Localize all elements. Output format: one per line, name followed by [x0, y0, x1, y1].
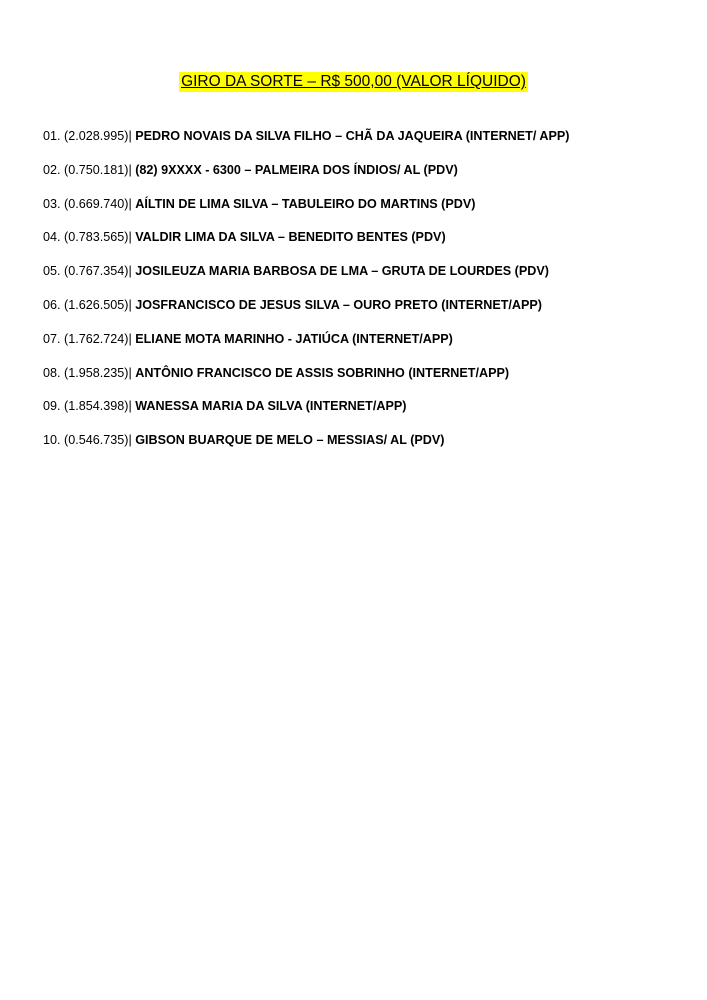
code-open-paren: (	[60, 230, 69, 245]
code-open-paren: (	[60, 264, 69, 279]
winner-number: 03.	[43, 196, 61, 211]
code-close-paren: )|	[124, 196, 136, 211]
document-title: GIRO DA SORTE – R$ 500,00 (VALOR LÍQUIDO)	[181, 73, 526, 90]
code-close-paren: )|	[124, 297, 136, 312]
winners-list	[43, 128, 693, 466]
winner-details: JOSILEUZA MARIA BARBOSA DE LMA – GRUTA DE LOURDES (PDV)	[135, 264, 549, 279]
winner-item	[43, 365, 693, 399]
winner-item	[43, 128, 693, 162]
winner-details: PEDRO NOVAIS DA SILVA FILHO – CHÃ DA JAQUEIRA (INTERNET/ APP)	[135, 129, 570, 143]
winner-details: ELIANE MOTA MARINHO - JATIÚCA (INTERNET/APP)	[135, 331, 453, 346]
code-close-paren: )|	[124, 264, 136, 279]
winner-number: 01.	[43, 129, 61, 143]
winner-item	[43, 297, 693, 331]
winner-details: (82) 9XXXX - 6300 – PALMEIRA DOS ÍNDIOS/ AL (PDV)	[135, 162, 458, 177]
code-close-paren: )|	[124, 365, 136, 380]
winner-item	[43, 196, 693, 230]
winner-number: 09.	[43, 399, 61, 414]
ticket-code: 1.626.505	[68, 297, 125, 312]
code-open-paren: (	[60, 433, 69, 448]
winner-details: GIBSON BUARQUE DE MELO – MESSIAS/ AL (PDV)	[135, 433, 445, 448]
winner-details: JOSFRANCISCO DE JESUS SILVA – OURO PRETO (INTERNET/APP)	[135, 297, 543, 312]
winner-item	[43, 331, 693, 365]
code-close-paren: )|	[124, 433, 136, 448]
code-open-paren: (	[60, 365, 69, 380]
code-open-paren: (	[60, 129, 69, 143]
winner-item	[43, 162, 693, 196]
title-container	[0, 72, 707, 92]
winner-number: 07.	[43, 331, 61, 346]
ticket-code: 0.669.740	[68, 196, 125, 211]
winner-item	[43, 432, 693, 466]
winner-details: ANTÔNIO FRANCISCO DE ASSIS SOBRINHO (INTERNET/APP)	[135, 365, 510, 380]
code-close-paren: )|	[124, 129, 136, 143]
winner-number: 08.	[43, 365, 61, 380]
code-open-paren: (	[60, 196, 69, 211]
code-close-paren: )|	[124, 230, 136, 245]
code-close-paren: )|	[124, 399, 136, 414]
ticket-code: 0.750.181	[68, 162, 125, 177]
code-close-paren: )|	[124, 331, 136, 346]
code-close-paren: )|	[124, 162, 136, 177]
winner-number: 05.	[43, 264, 61, 279]
winner-item	[43, 263, 693, 297]
winner-number: 06.	[43, 297, 61, 312]
ticket-code: 0.546.735	[68, 433, 125, 448]
ticket-code: 1.958.235	[68, 365, 125, 380]
ticket-code: 2.028.995	[68, 129, 125, 143]
code-open-paren: (	[60, 297, 69, 312]
ticket-code: 0.783.565	[68, 230, 125, 245]
winner-details: VALDIR LIMA DA SILVA – BENEDITO BENTES (PDV)	[135, 230, 446, 245]
winner-number: 10.	[43, 433, 61, 448]
code-open-paren: (	[60, 331, 69, 346]
code-open-paren: (	[60, 162, 69, 177]
winner-details: WANESSA MARIA DA SILVA (INTERNET/APP)	[135, 399, 407, 414]
winner-number: 04.	[43, 230, 61, 245]
winner-item	[43, 398, 693, 432]
winner-number: 02.	[43, 162, 61, 177]
ticket-code: 1.854.398	[68, 399, 125, 414]
ticket-code: 1.762.724	[68, 331, 125, 346]
winner-details: AÍLTIN DE LIMA SILVA – TABULEIRO DO MARTINS (PDV)	[135, 196, 476, 211]
ticket-code: 0.767.354	[68, 264, 125, 279]
winner-item	[43, 229, 693, 263]
code-open-paren: (	[60, 399, 69, 414]
